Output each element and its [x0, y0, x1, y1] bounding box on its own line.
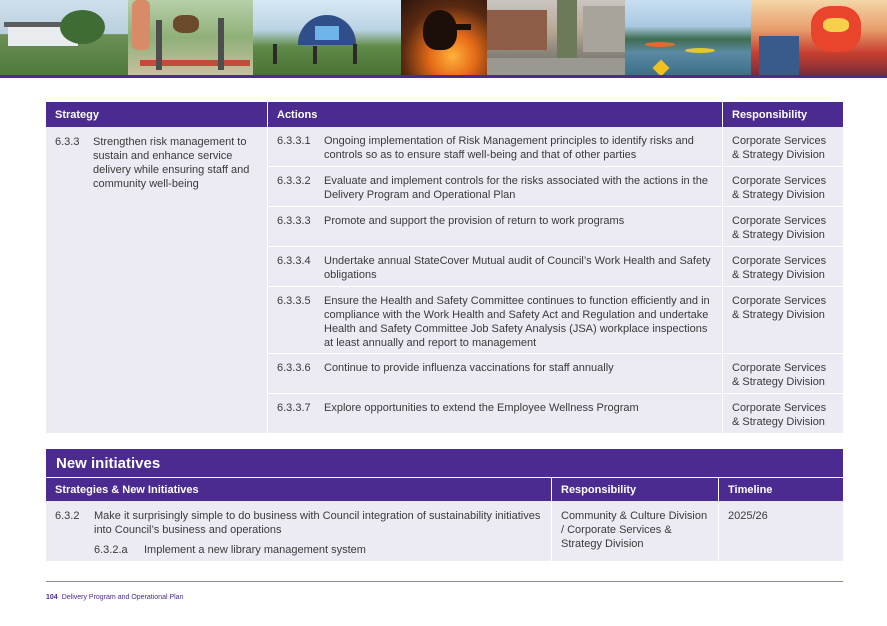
banner-accent-strip: [0, 75, 887, 78]
outdoor-fitness-photo: [253, 0, 401, 75]
kookaburra-sunset-photo: [401, 0, 487, 75]
strategy-text: Strengthen risk management to sustain and enhance service delivery while ensuring staff and community well-being: [93, 136, 250, 190]
initiative-cell: [46, 501, 552, 561]
strategy-number: 6.3.3: [55, 136, 80, 148]
responsibility-cell: Corporate Services & Strategy Division: [732, 215, 827, 241]
strategy-number: 6.3.2: [55, 510, 80, 522]
action-number: 6.3.3.3: [277, 215, 311, 227]
table-row: [268, 354, 843, 394]
responsibility-cell: Corporate Services & Strategy Division: [732, 295, 827, 321]
responsibility-cell: Corporate Services & Strategy Division: [732, 135, 827, 161]
action-number: 6.3.3.2: [277, 175, 311, 187]
dog-agility-photo: [128, 0, 253, 75]
header-timeline: Timeline: [728, 483, 773, 496]
lion-dance-festival-photo: [751, 0, 887, 75]
new-initiatives-table: [46, 449, 843, 561]
document-title: Delivery Program and Operational Plan: [61, 594, 184, 601]
timeline-cell: 2025/26: [728, 510, 768, 522]
action-text: Ongoing implementation of Risk Management principles to identify risks and controls so as to ensure staff well-being and that of other parties: [324, 135, 694, 161]
page-footer: [46, 594, 183, 601]
responsibility-cell: Community & Culture Division / Corporate Services & Strategy Division: [552, 501, 719, 561]
action-rows: [268, 127, 843, 433]
footer-divider: [46, 581, 843, 582]
responsibility-cell: Corporate Services & Strategy Division: [732, 175, 827, 201]
table-row: [268, 207, 843, 247]
photo-banner: [0, 0, 887, 75]
header-strategy: Strategy: [46, 102, 268, 127]
initiative-number: 6.3.2.a: [94, 544, 128, 556]
header-responsibility: Responsibility: [732, 108, 808, 121]
action-text: Undertake annual StateCover Mutual audit of Council’s Work Health and Safety obligations: [324, 255, 711, 281]
responsibility-cell: Corporate Services & Strategy Division: [732, 362, 827, 388]
table-row: [268, 394, 843, 433]
action-text: Ensure the Health and Safety Committee continues to function efficiently and in compliance with the Work Health and Safety Act and Regulation and undertake Health and Safety Committee Job Safety Analysis (JSA) workplace inspections at least annually and report to management: [324, 295, 710, 349]
table-header: [46, 102, 843, 127]
responsibility-cell: Corporate Services & Strategy Division: [732, 255, 827, 281]
section-title: New initiatives: [46, 449, 843, 477]
strategy-cell: [46, 127, 268, 433]
strategy-text: Make it surprisingly simple to do business with Council integration of sustainability initiatives into Council’s business and operations: [94, 510, 541, 536]
action-text: Continue to provide influenza vaccinations for staff annually: [324, 362, 614, 374]
strategy-actions-table: [46, 102, 843, 433]
initiative-text: Implement a new library management system: [144, 544, 366, 556]
action-number: 6.3.3.7: [277, 402, 311, 414]
action-number: 6.3.3.1: [277, 135, 311, 147]
header-responsibility: Responsibility: [552, 478, 719, 501]
responsibility-cell: Corporate Services & Strategy Division: [732, 402, 827, 428]
header-strategies-initiatives: Strategies & New Initiatives: [46, 478, 552, 501]
table-row: [268, 127, 843, 167]
table-row: [268, 167, 843, 207]
table-header: [46, 477, 843, 501]
kayaks-river-photo: [625, 0, 751, 75]
action-text: Explore opportunities to extend the Employee Wellness Program: [324, 402, 639, 414]
action-text: Promote and support the provision of return to work programs: [324, 215, 625, 227]
table-row: [268, 247, 843, 287]
header-actions: Actions: [268, 102, 723, 127]
action-number: 6.3.3.6: [277, 362, 311, 374]
table-row: [268, 287, 843, 354]
action-number: 6.3.3.5: [277, 295, 311, 307]
street-scene-photo: [487, 0, 625, 75]
table-row: [46, 501, 843, 561]
action-text: Evaluate and implement controls for the risks associated with the actions in the Delivery Program and Operational Plan: [324, 175, 708, 201]
page-number: 104: [46, 594, 58, 601]
park-building-photo: [0, 0, 128, 75]
action-number: 6.3.3.4: [277, 255, 311, 267]
